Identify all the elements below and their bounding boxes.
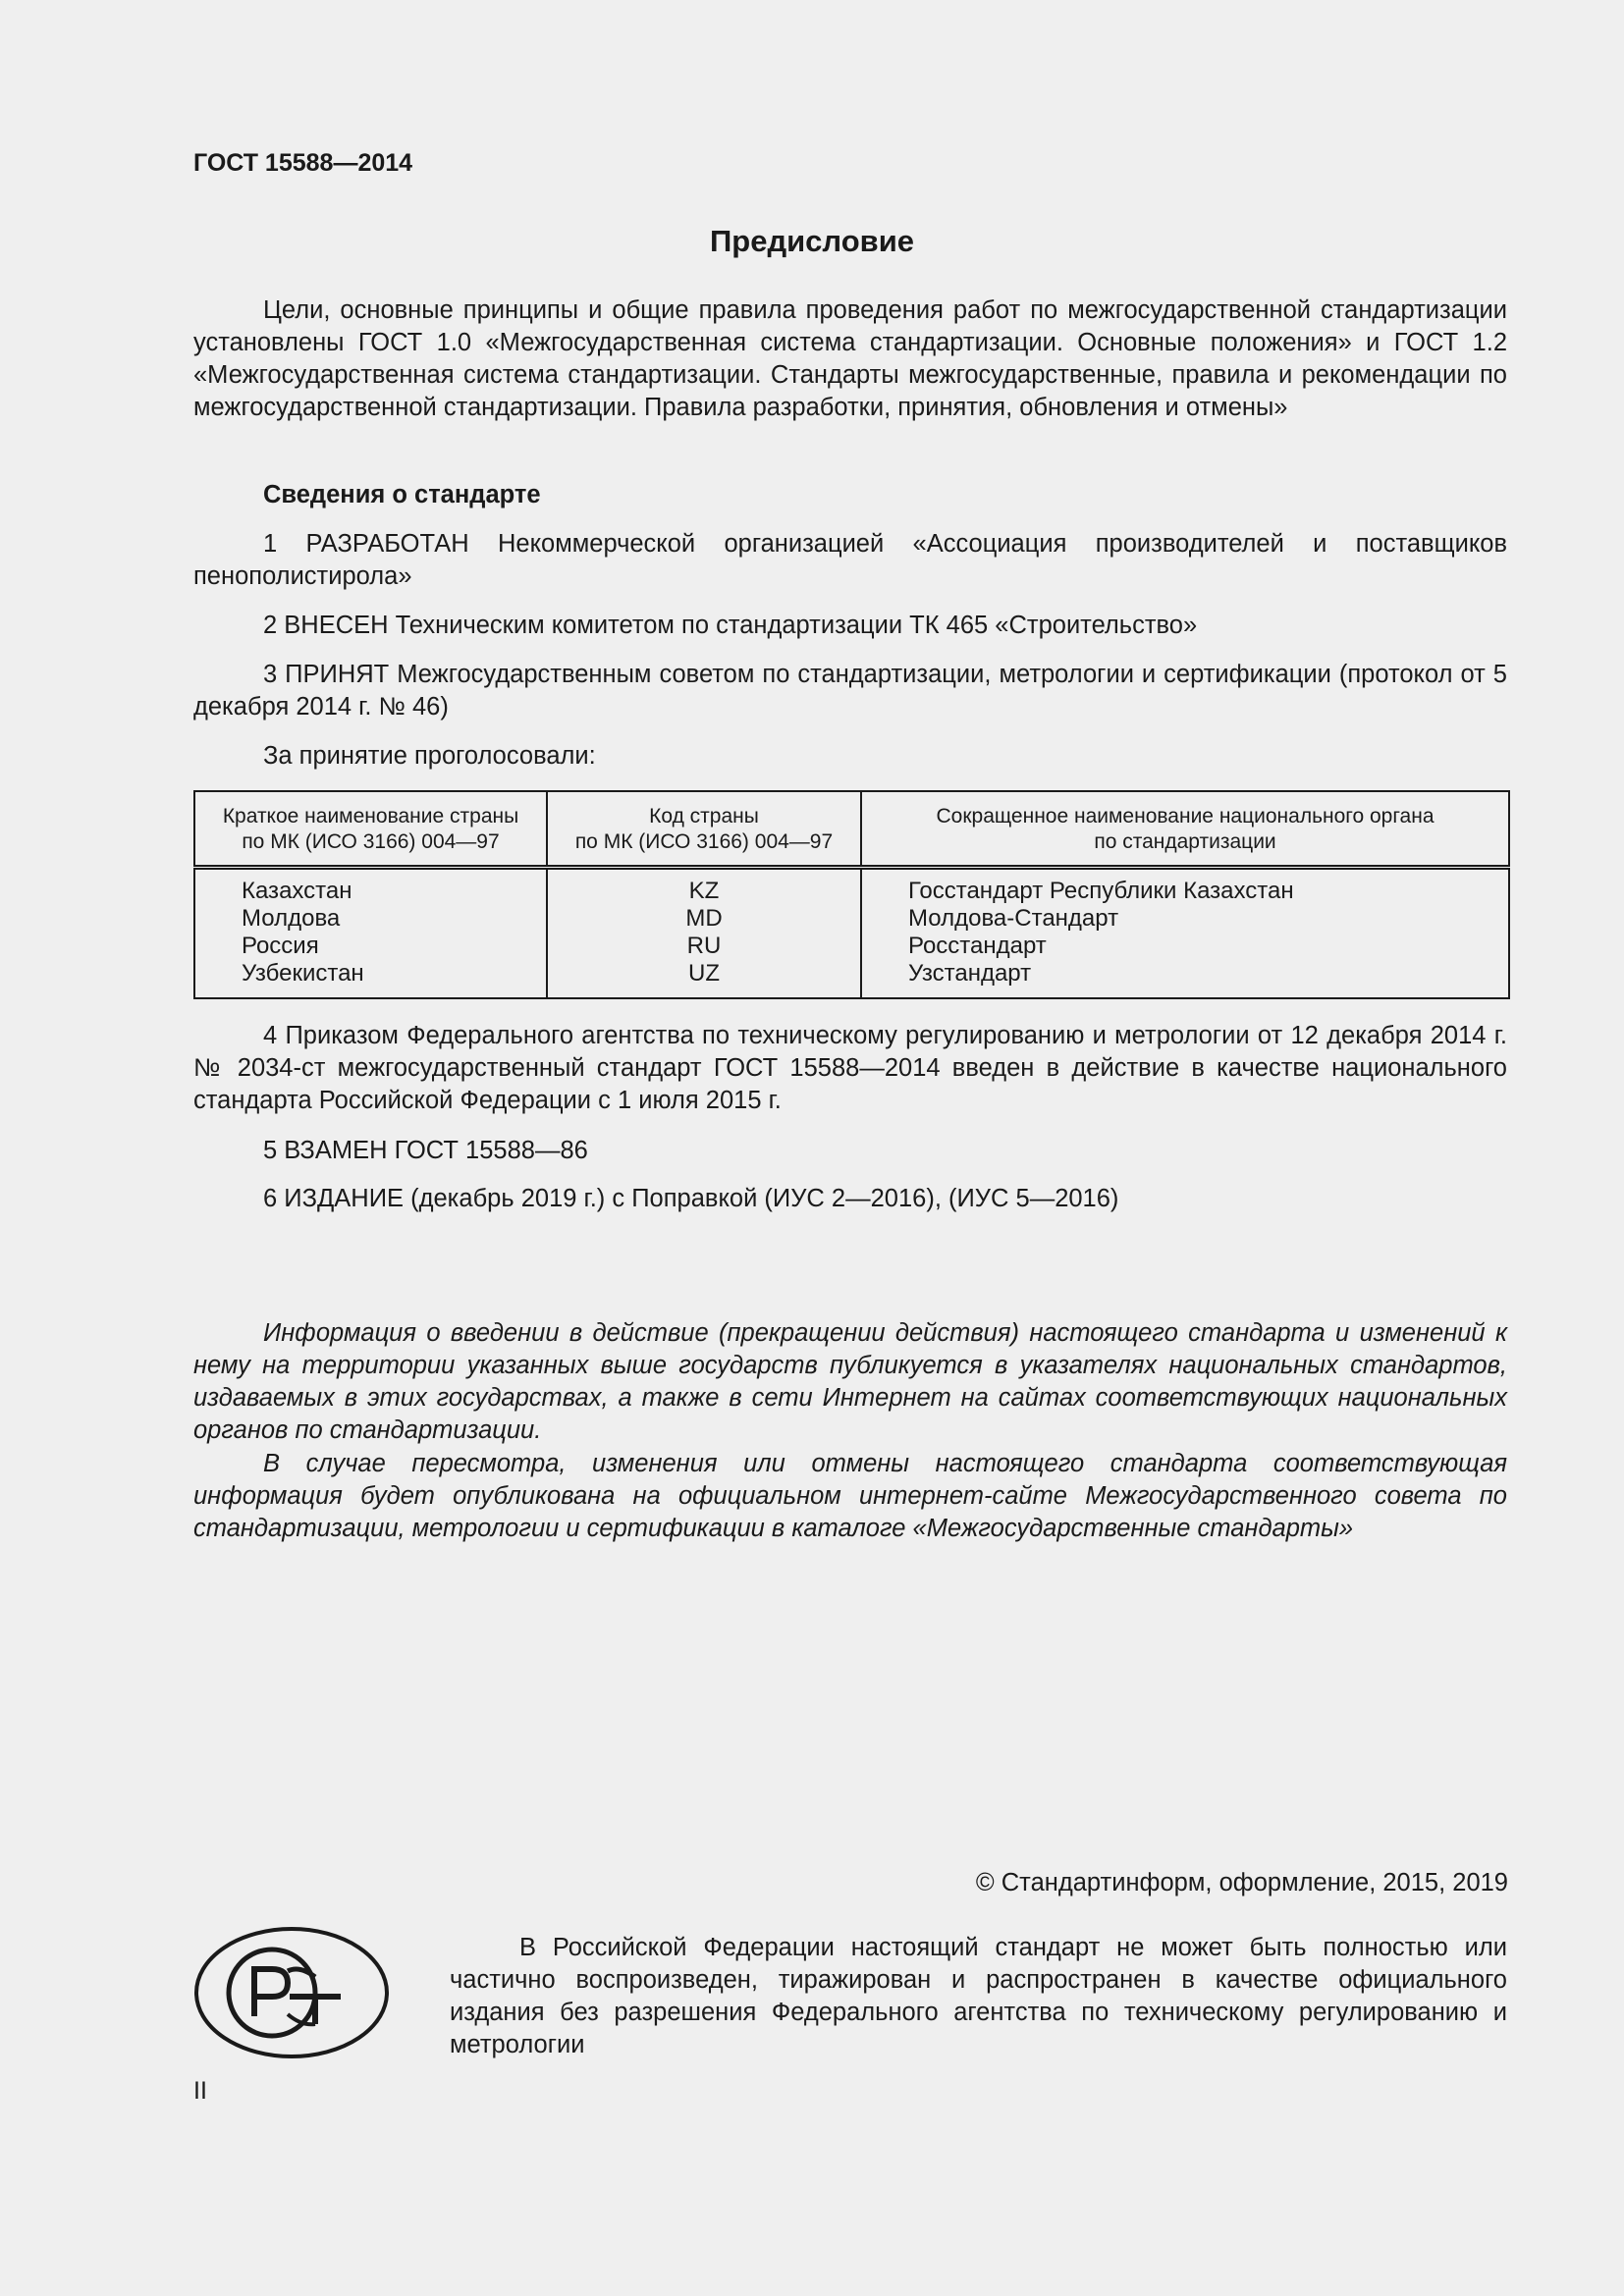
table-header-row: [194, 791, 1509, 868]
copyright-line: © Стандартинформ, оформление, 2015, 2019: [975, 1869, 1508, 1896]
header-country: Краткое наименование страны по МК (ИСО 3166) 004—97: [194, 791, 547, 868]
header-code: Код страны по МК (ИСО 3166) 004—97: [547, 791, 861, 868]
page-title: Предисловие: [709, 224, 914, 258]
intro-paragraph: Цели, основные принципы и общие правила проведения работ по межгосударственной стандартизации установлены ГОСТ 1.0 «Межгосударственная система стандартизации. Основные положения» и ГОСТ 1.2 «Межгосударственная система стандартизации. Стандарты межгосударственные, правила и рекомендации по межгосударственной стандартизации. Правила разработки, принятия, обновления и отмены»: [193, 296, 1507, 421]
rst-certification-mark-icon: [193, 1926, 390, 2059]
voting-table: [193, 790, 1510, 999]
info-item-5: 5 ВЗАМЕН ГОСТ 15588—86: [263, 1137, 588, 1164]
code-cell: KZ MD RU UZ: [547, 868, 861, 999]
notice-paragraph-1: Информация о введении в действие (прекращении действия) настоящего стандарта и изменений к нему на территории указанных выше государств публикуется в указателях национальных стандартов, издаваемых в этих государствах, а также в сети Интернет на сайтах соответствующих национальных органов по стандартизации.: [193, 1319, 1507, 1444]
rights-notice: В Российской Федерации настоящий стандарт не может быть полностью или частично воспроизведен, тиражирован и распространен в качестве официального издания без разрешения Федерального агентства по техническому регулированию и метрологии: [450, 1934, 1507, 2058]
notice-paragraph-2: В случае пересмотра, изменения или отмены настоящего стандарта соответствующая информация будет опубликована на официальном интернет-сайте Межгосударственного совета по стандартизации, метрологии и сертификации в каталоге «Межгосударственные стандарты»: [193, 1450, 1507, 1542]
table-row: [194, 868, 1509, 999]
info-item-3: 3 ПРИНЯТ Межгосударственным советом по стандартизации, метрологии и сертификации (протокол от 5 декабря 2014 г. № 46): [193, 661, 1507, 721]
standard-info-heading: Сведения о стандарте: [263, 481, 541, 508]
document-code: ГОСТ 15588—2014: [193, 149, 413, 177]
info-item-1: 1 РАЗРАБОТАН Некоммерческой организацией «Ассоциация производителей и поставщиков пенополистирола»: [193, 530, 1507, 590]
info-item-4: 4 Приказом Федерального агентства по техническому регулированию и метрологии от 12 декабря 2014 г. № 2034-ст межгосударственный стандарт ГОСТ 15588—2014 введен в действие в качестве национального стандарта Российской Федерации с 1 июля 2015 г.: [193, 1022, 1507, 1114]
info-item-6: 6 ИЗДАНИЕ (декабрь 2019 г.) с Поправкой (ИУС 2—2016), (ИУС 5—2016): [263, 1185, 1119, 1212]
vote-intro: За принятие проголосовали:: [263, 742, 596, 770]
info-item-2: 2 ВНЕСЕН Техническим комитетом по стандартизации ТК 465 «Строительство»: [263, 612, 1198, 639]
header-body: Сокращенное наименование национального органа по стандартизации: [861, 791, 1509, 868]
country-cell: Казахстан Молдова Россия Узбекистан: [194, 868, 547, 999]
body-cell: Госстандарт Республики Казахстан Молдова-Стандарт Росстандарт Узстандарт: [908, 878, 1294, 987]
page-number: II: [193, 2077, 207, 2105]
